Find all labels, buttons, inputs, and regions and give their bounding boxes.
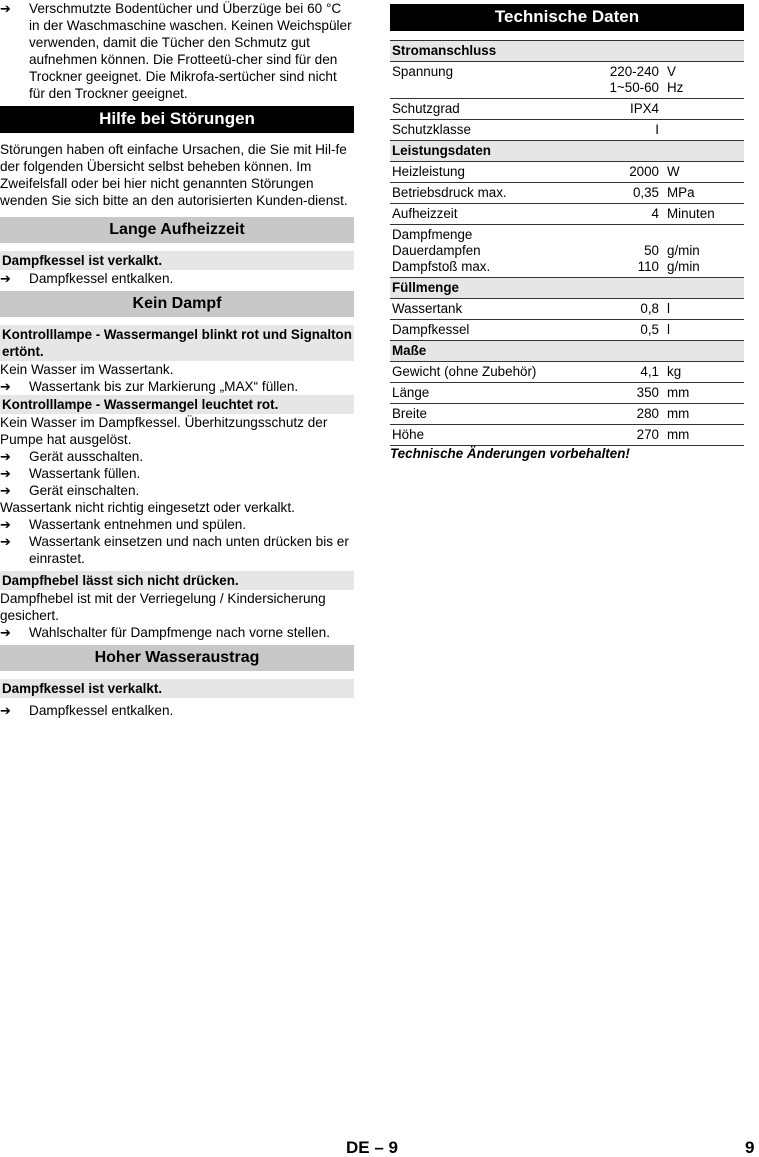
intro-text: Verschmutzte Bodentücher und Überzüge bei 60 °C in der Waschmaschine waschen. Keinen Weichspüler verwenden, damit die Tücher den Schmutz gut aufnehmen können. Die Frotteetü-cher sind für den Trockner geeignet. Die Mikrofa-sertücher sind nicht für den Trockner geeignet.	[29, 1, 352, 101]
troubleshooting-heading: Hilfe bei Störungen	[0, 106, 354, 133]
subheading-boiler-calcified: Dampfkessel ist verkalkt.	[0, 679, 354, 698]
arrow-icon: ➔	[0, 271, 11, 286]
table-row: Betriebsdruck max. 0,35 MPa	[390, 183, 744, 204]
tech-data-heading: Technische Daten	[390, 4, 744, 31]
table-row: Höhe 270 mm	[390, 425, 744, 446]
arrow-icon: ➔	[0, 449, 11, 464]
table-row: Dampfkessel 0,5 l	[390, 320, 744, 341]
left-column	[0, 0, 354, 719]
list-item: ➔ Wassertank entnehmen und spülen.	[0, 517, 247, 532]
arrow-icon: ➔	[0, 1, 11, 16]
table-section-row: Maße	[390, 341, 744, 362]
cause-text: Dampfhebel ist mit der Verriegelung / Kindersicherung gesichert.	[0, 591, 326, 623]
arrow-icon: ➔	[0, 625, 11, 640]
section-heading-water-output: Hoher Wasseraustrag	[0, 645, 354, 671]
list-item: ➔ Wassertank füllen.	[0, 466, 141, 481]
right-column	[390, 4, 744, 462]
table-section-row: Stromanschluss	[390, 41, 744, 62]
list-item: ➔ Dampfkessel entkalken.	[0, 703, 174, 718]
list-item	[0, 0, 354, 102]
table-row: Heizleistung 2000 W	[390, 162, 744, 183]
table-row: Schutzgrad IPX4	[390, 99, 744, 120]
subheading-boiler-calcified: Dampfkessel ist verkalkt.	[0, 251, 354, 270]
list-item: ➔ Wassertank einsetzen und nach unten drücken bis er einrastet.	[0, 534, 349, 566]
arrow-icon: ➔	[0, 483, 11, 498]
arrow-icon: ➔	[0, 466, 11, 481]
arrow-icon: ➔	[0, 703, 11, 718]
cause-text: Kein Wasser im Wassertank.	[0, 362, 174, 377]
section-heading-no-steam: Kein Dampf	[0, 291, 354, 317]
footer-page-label: DE – 9	[346, 1138, 398, 1157]
table-section-row: Füllmenge	[390, 278, 744, 299]
list-item: ➔ Wahlschalter für Dampfmenge nach vorne stellen.	[0, 625, 330, 640]
table-row: Schutzklasse I	[390, 120, 744, 141]
table-row: Gewicht (ohne Zubehör) 4,1 kg	[390, 362, 744, 383]
arrow-icon: ➔	[0, 534, 11, 549]
list-item: ➔ Wassertank bis zur Markierung „MAX“ füllen.	[0, 379, 299, 394]
subheading-lamp-blinks: Kontrolllampe - Wassermangel blinkt rot und Signalton ertönt.	[0, 325, 354, 361]
table-row: Breite 280 mm	[390, 404, 744, 425]
subheading-lever-stuck: Dampfhebel lässt sich nicht drücken.	[0, 571, 354, 590]
cause-text: Kein Wasser im Dampfkessel. Überhitzungsschutz der Pumpe hat ausgelöst.	[0, 415, 328, 447]
table-row: Länge 350 mm	[390, 383, 744, 404]
table-row: Dampfmenge Dauerdampfen Dampfstoß max. 50 110 g/min g/min	[390, 225, 744, 278]
arrow-icon: ➔	[0, 379, 11, 394]
list-item: ➔ Dampfkessel entkalken.	[0, 271, 174, 286]
section-heading-long-heating: Lange Aufheizzeit	[0, 217, 354, 243]
subheading-lamp-red: Kontrolllampe - Wassermangel leuchtet rot.	[0, 395, 354, 414]
table-row: Aufheizzeit 4 Minuten	[390, 204, 744, 225]
arrow-icon: ➔	[0, 517, 11, 532]
table-section-row: Leistungsdaten	[390, 141, 744, 162]
page-number: 9	[745, 1138, 755, 1157]
table-row: Wassertank 0,8 l	[390, 299, 744, 320]
table-row: Spannung 220-240 1~50-60 V Hz	[390, 62, 744, 99]
footnote: Technische Änderungen vorbehalten!	[390, 446, 630, 461]
cause-text: Wassertank nicht richtig eingesetzt oder verkalkt.	[0, 500, 295, 515]
list-item: ➔ Gerät einschalten.	[0, 483, 140, 498]
list-item: ➔ Gerät ausschalten.	[0, 449, 144, 464]
tech-data-table	[390, 40, 744, 446]
troubleshooting-intro: Störungen haben oft einfache Ursachen, die Sie mit Hil-fe der folgenden Übersicht selbst beheben können. Im Zweifelsfall oder bei hier nicht genannten Störungen wenden Sie sich bitte an den autorisierten Kunden-dienst.	[0, 142, 348, 208]
